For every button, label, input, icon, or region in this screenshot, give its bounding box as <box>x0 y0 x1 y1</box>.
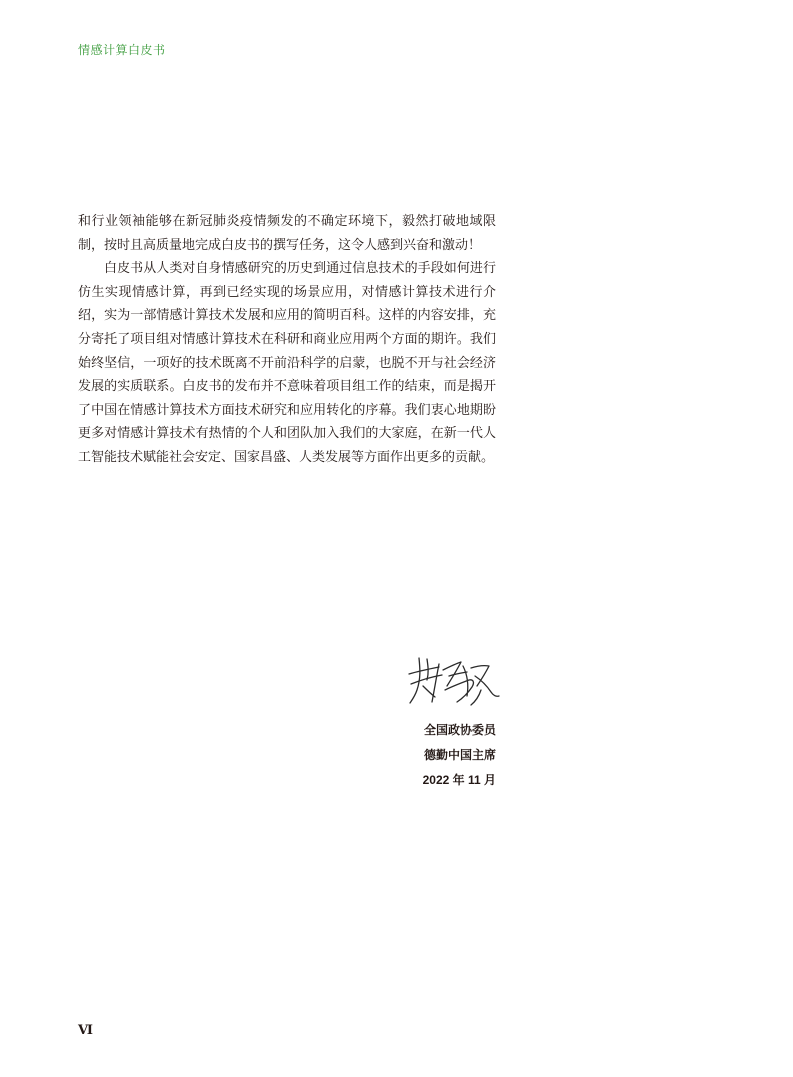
signer-title: 全国政协委员 <box>423 723 496 737</box>
signer-position: 德勤中国主席 <box>423 748 496 762</box>
page-number: Ⅵ <box>78 1022 93 1037</box>
running-header: 情感计算白皮书 <box>78 43 166 57</box>
signoff-date: 2022 年 11 月 <box>422 773 496 787</box>
signoff-block <box>423 718 496 793</box>
handwritten-signature <box>405 650 501 708</box>
body-text <box>78 210 496 470</box>
paragraph: 白皮书从人类对自身情感研究的历史到通过信息技术的手段如何进行仿生实现情感计算，再到已经实现的场景应用，对情感计算技术进行介绍，实为一部情感计算技术发展和应用的简明百科。这样的内容安排，充分寄托了项目组对情感计算技术在科研和商业应用两个方面的期许。我们始终坚信，一项好的技术既离不开前沿科学的启蒙，也脱不开与社会经济发展的实质联系。白皮书的发布并不意味着项目组工作的结束，而是揭开了中国在情感计算技术方面技术研究和应用转化的序幕。我们衷心地期盼更多对情感计算技术有热情的个人和团队加入我们的大家庭，在新一代人工智能技术赋能社会安定、国家昌盛、人类发展等方面作出更多的贡献。 <box>78 261 496 465</box>
paragraph: 和行业领袖能够在新冠肺炎疫情频发的不确定环境下，毅然打破地域限制，按时且高质量地完成白皮书的撰写任务，这令人感到兴奋和激动！ <box>78 214 496 253</box>
